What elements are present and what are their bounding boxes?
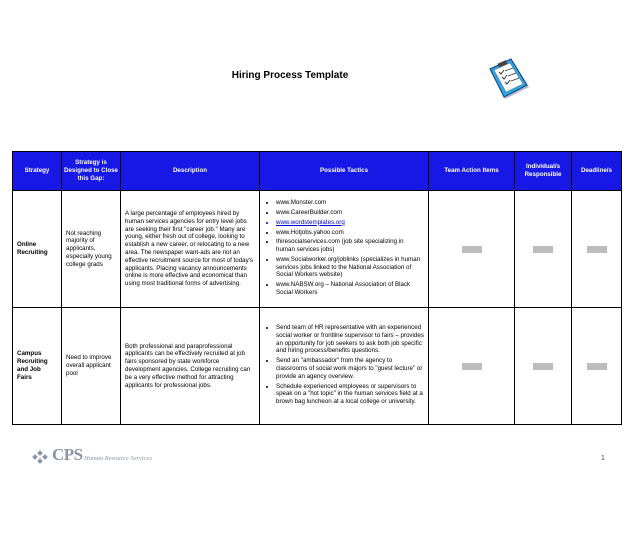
description-cell: Both professional and paraprofessional applicants can be effectively recruited at job fairs sponsored by state workforce development agencies. College recruiting can be a very effective method for attracting applicants for professional jobs.	[121, 308, 260, 425]
tactic-item: • Send team of HR representative with an experienced social worker or frontline supervisor to fairs – provides an opportunity for job seekers to ask both job specific and hiring process/benefits questions.	[276, 324, 424, 355]
tactic-item: • www.Hotjobs.yahoo.com	[276, 229, 424, 237]
tactic-item: • Schedule experienced employees or supervisors to speak on a "hot topic" in the human services field at a brown bag luncheon at a local college or university.	[276, 383, 424, 406]
placeholder-box	[587, 363, 607, 370]
tactic-item: • www.Monster.com	[276, 199, 424, 207]
description-cell: A large percentage of employees hired by human services agencies for entry level jobs are seeking their first "career job." Many are young, either fresh out of college, looking to establish a new career, or relocating to a new area. The newspaper want-ads are not an effective recruitment source for most of today's applicants. Placing vacancy announcements online is more effective and economical than using most traditional forms of advertising.	[121, 191, 260, 308]
header-description: Description	[121, 152, 260, 191]
gap-cell: Need to improve overall applicant pool	[62, 308, 121, 425]
tactics-list	[264, 199, 424, 297]
tactic-link[interactable]: • www.wordstemplates.org	[276, 219, 424, 227]
placeholder-box	[587, 246, 607, 253]
strategy-cell: Online Recruiting	[13, 191, 62, 308]
page-title: Hiring Process Template	[231, 70, 349, 81]
placeholder-box	[462, 363, 482, 370]
hiring-plan-table	[12, 151, 622, 425]
deadline-cell	[572, 191, 622, 308]
clipboard-checklist-icon	[487, 57, 531, 101]
placeholder-box	[533, 246, 553, 253]
tactic-item: • www.Socialworker.org/joblinks (specializes in human services jobs linked to the National Association of Social Workers website)	[276, 256, 424, 279]
tactic-item: • Ihiresocialservices.com (job site specializing in human services jobs)	[276, 238, 424, 254]
header-team-actions: Team Action Items	[429, 152, 515, 191]
diamond-pattern-icon	[30, 449, 52, 467]
responsible-cell	[515, 191, 572, 308]
strategy-cell: Campus Recruiting and Job Fairs	[13, 308, 62, 425]
header-responsible: Individual/s Responsible	[515, 152, 572, 191]
tactics-cell	[260, 191, 429, 308]
tactics-cell	[260, 308, 429, 425]
team-actions-cell	[429, 308, 515, 425]
table-header-row	[13, 152, 622, 191]
header-tactics: Possible Tactics	[260, 152, 429, 191]
placeholder-box	[462, 246, 482, 253]
tactic-item: • Send an "ambassador" from the agency to classrooms of social work majors to "guest lecture" or provide an agency overview.	[276, 357, 424, 380]
page-number: 1	[601, 455, 605, 462]
cps-logo	[30, 447, 180, 469]
placeholder-box	[533, 363, 553, 370]
deadline-cell	[572, 308, 622, 425]
table-row	[13, 191, 622, 308]
header-strategy: Strategy	[13, 152, 62, 191]
tactics-list	[264, 324, 424, 406]
tactic-item: • www.NABSW.org – National Association of Black Social Workers	[276, 281, 424, 297]
logo-text: CPS	[52, 445, 83, 464]
team-actions-cell	[429, 191, 515, 308]
table-row	[13, 308, 622, 425]
logo-subtext: Human Resource Services	[84, 455, 152, 462]
header-gap: Strategy is Designed to Close this Gap:	[62, 152, 121, 191]
header-deadlines: Deadline/s	[572, 152, 622, 191]
tactic-item: • www.CareerBuilder.com	[276, 209, 424, 217]
gap-cell: Not reaching majority of applicants, especially young college grads	[62, 191, 121, 308]
responsible-cell	[515, 308, 572, 425]
